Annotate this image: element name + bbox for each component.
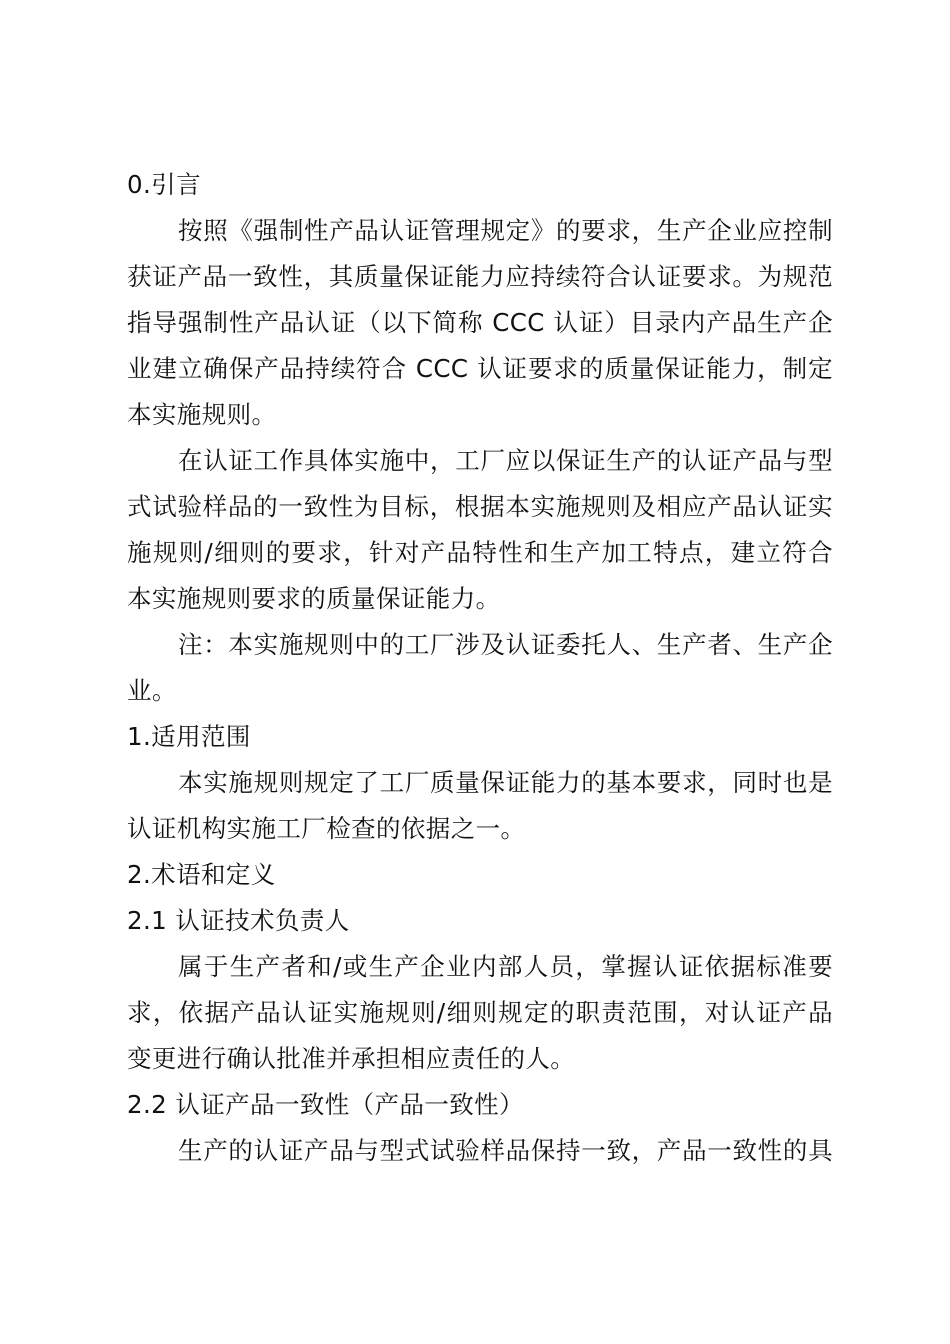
section-heading-introduction: 0.引言: [127, 170, 201, 199]
paragraph-line: 本实施规则。: [127, 400, 277, 429]
paragraph-line: 本实施规则规定了工厂质量保证能力的基本要求，同时也是: [178, 768, 833, 797]
paragraph-line: 式试验样品的一致性为目标，根据本实施规则及相应产品认证实: [127, 492, 833, 521]
section-heading-scope: 1.适用范围: [127, 722, 251, 751]
subsection-heading-2-1: 2.1 认证技术负责人: [127, 906, 350, 935]
paragraph-line: 指导强制性产品认证（以下简称 CCC 认证）目录内产品生产企: [127, 308, 833, 337]
paragraph-line: 施规则/细则的要求，针对产品特性和生产加工特点，建立符合: [127, 538, 833, 567]
section-heading-terms: 2.术语和定义: [127, 860, 276, 889]
paragraph-line: 属于生产者和/或生产企业内部人员，掌握认证依据标准要: [178, 952, 833, 981]
subsection-heading-2-2: 2.2 认证产品一致性（产品一致性）: [127, 1090, 524, 1119]
paragraph-line: 在认证工作具体实施中，工厂应以保证生产的认证产品与型: [178, 446, 833, 475]
paragraph-line: 变更进行确认批准并承担相应责任的人。: [127, 1044, 576, 1073]
paragraph-line: 认证机构实施工厂检查的依据之一。: [127, 814, 526, 843]
paragraph-line: 求，依据产品认证实施规则/细则规定的职责范围，对认证产品: [127, 998, 833, 1027]
paragraph-line: 本实施规则要求的质量保证能力。: [127, 584, 501, 613]
document-body: [127, 162, 833, 1174]
note-line: 注：本实施规则中的工厂涉及认证委托人、生产者、生产企: [178, 630, 833, 659]
paragraph-line: 业建立确保产品持续符合 CCC 认证要求的质量保证能力，制定: [127, 354, 833, 383]
paragraph-line: 获证产品一致性，其质量保证能力应持续符合认证要求。为规范: [127, 262, 833, 291]
paragraph-line: 生产的认证产品与型式试验样品保持一致，产品一致性的具: [178, 1136, 833, 1165]
paragraph-line: 按照《强制性产品认证管理规定》的要求，生产企业应控制: [178, 216, 833, 245]
note-line: 业。: [127, 676, 177, 705]
